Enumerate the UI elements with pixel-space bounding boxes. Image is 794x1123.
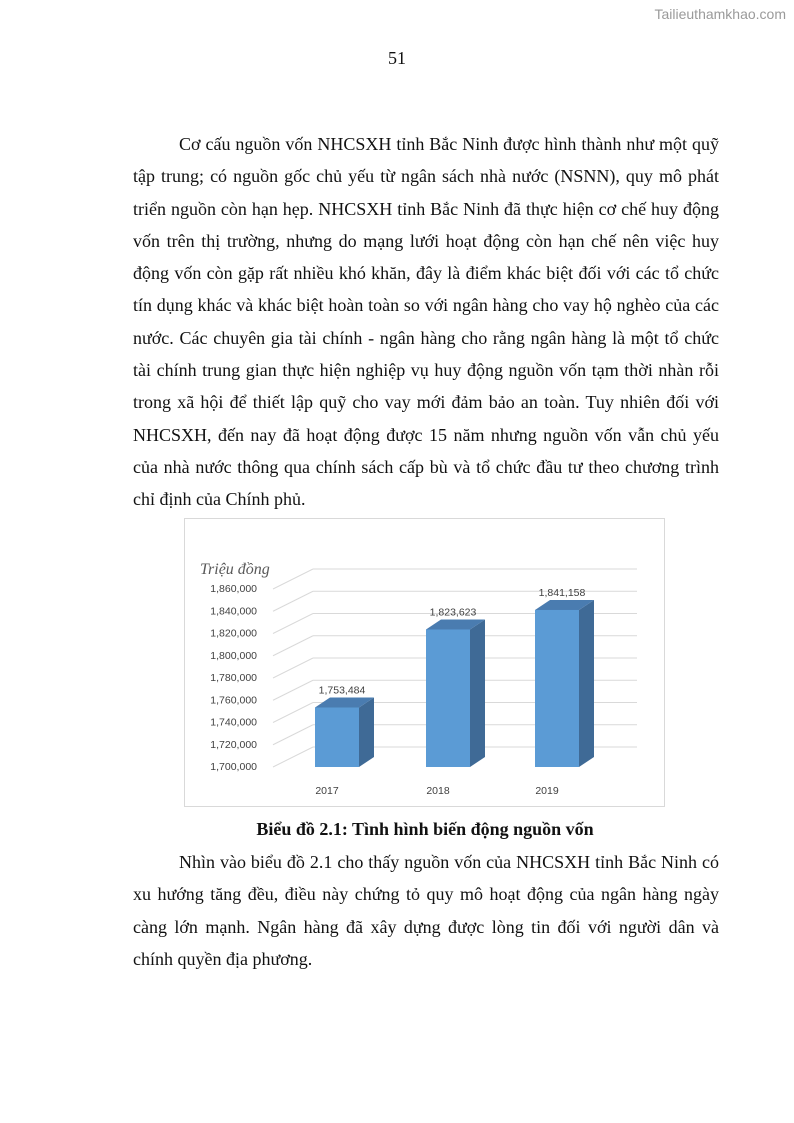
y-tick-label: 1,820,000 <box>210 627 257 640</box>
y-tick-label: 1,760,000 <box>210 694 257 707</box>
bar <box>315 707 359 767</box>
paragraph-2 <box>133 846 719 975</box>
y-tick-label: 1,860,000 <box>210 583 257 595</box>
page-number: 51 <box>388 48 406 68</box>
y-axis-title: Triệu đồng <box>200 561 270 578</box>
y-tick-label: 1,780,000 <box>210 672 257 684</box>
y-tick-label: 1,740,000 <box>210 716 257 729</box>
data-label: 1,753,484 <box>318 684 366 697</box>
paragraph-2-text: Nhìn vào biểu đồ 2.1 cho thấy nguồn vốn của NHCSXH tỉnh Bắc Ninh có xu hướng tăng đều, điều này chứng tỏ quy mô hoạt động của ngân hàng ngày càng lớn mạnh. Ngân hàng đã xây dựng được lòng tin đối với người dân và chính quyền địa phương. <box>133 852 719 969</box>
y-tick-label: 1,700,000 <box>210 761 257 773</box>
y-tick-label: 1,720,000 <box>210 738 257 751</box>
bar-side <box>470 619 485 767</box>
y-tick-label: 1,840,000 <box>210 605 257 618</box>
gridline-depth <box>273 636 313 656</box>
data-label: 1,823,623 <box>429 606 477 619</box>
data-label: 1,841,158 <box>538 586 586 599</box>
x-tick-label: 2017 <box>315 785 339 797</box>
gridline-depth <box>273 747 313 767</box>
gridline-depth <box>273 569 313 589</box>
bar-side <box>359 697 374 767</box>
paragraph-1 <box>133 128 719 516</box>
gridline-depth <box>273 614 313 634</box>
y-tick-label: 1,800,000 <box>210 649 257 662</box>
gridline-depth <box>273 680 313 700</box>
watermark: Tailieuthamkhao.com <box>654 6 786 22</box>
x-tick-label: 2019 <box>535 785 559 797</box>
gridline-depth <box>273 725 313 745</box>
gridline-depth <box>273 658 313 678</box>
gridline-depth <box>273 703 313 723</box>
bar-side <box>579 600 594 767</box>
chart-svg <box>185 519 666 808</box>
figure-caption: Biểu đồ 2.1: Tình hình biến động nguồn vốn <box>256 819 594 839</box>
bar <box>426 629 470 767</box>
x-tick-label: 2018 <box>426 785 450 797</box>
paragraph-1-text: Cơ cấu nguồn vốn NHCSXH tỉnh Bắc Ninh được hình thành như một quỹ tập trung; có nguồn gốc chủ yếu từ ngân sách nhà nước (NSNN), quy mô phát triển nguồn còn hạn hẹp. NHCSXH tỉnh Bắc Ninh đã thực hiện cơ chế huy động vốn trên thị trường, nhưng do mạng lưới hoạt động còn hạn chế nên việc huy động vốn còn gặp rất nhiều khó khăn, đây là điểm khác biệt đối với các tổ chức tín dụng khác và khác biệt hoàn toàn so với ngân hàng cho vay hộ nghèo của các nước. Các chuyên gia tài chính - ngân hàng cho rằng ngân hàng là một tổ chức tài chính trung gian thực hiện nghiệp vụ huy động nguồn vốn tạm thời nhàn rỗi trong xã hội để thiết lập quỹ cho vay mới đảm bảo an toàn. Tuy nhiên đối với NHCSXH, đến nay đã hoạt động được 15 năm nhưng nguồn vốn vẫn chủ yếu của nhà nước thông qua chính sách cấp bù và tổ chức đầu tư theo chương trình chỉ định của Chính phủ. <box>133 134 719 510</box>
chart <box>184 518 665 807</box>
gridline-depth <box>273 591 313 611</box>
bar <box>535 610 579 767</box>
